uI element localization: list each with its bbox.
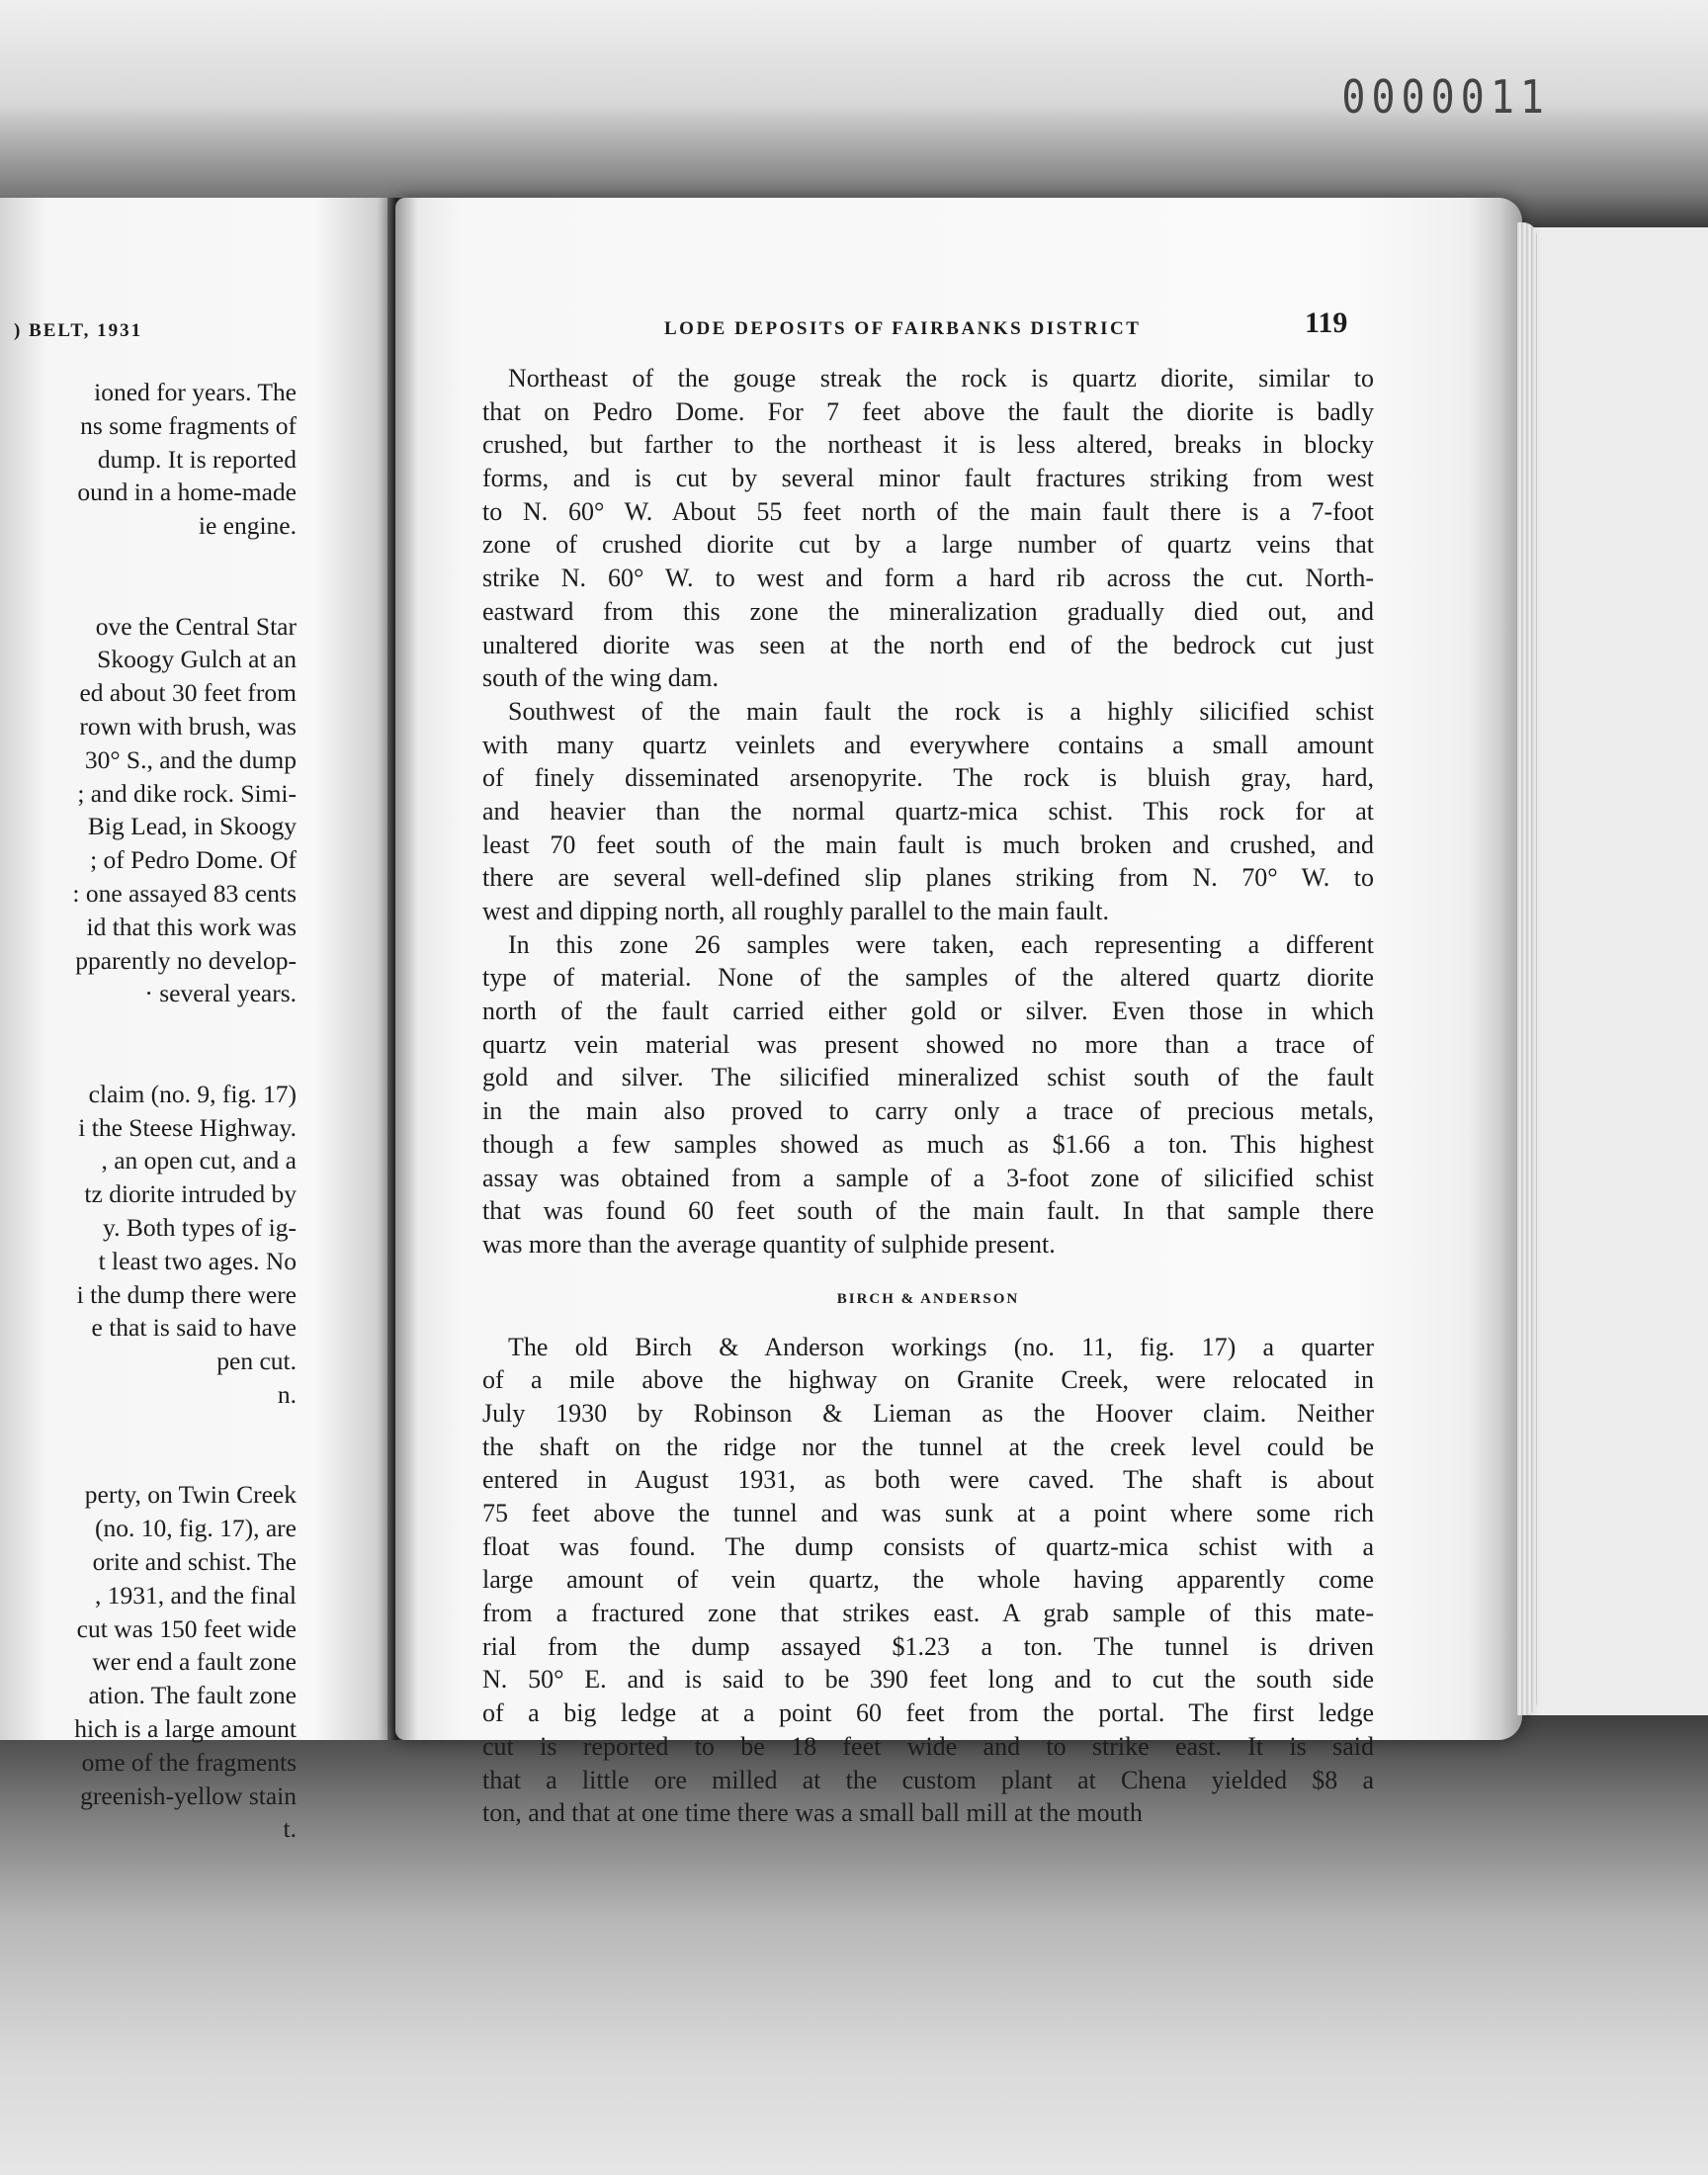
body-text — [482, 362, 1374, 1830]
text-line: forms, and is cut by several minor fault fractures striking from west — [482, 464, 1374, 493]
paragraph-2 — [482, 695, 1374, 928]
left-text-line: , an open cut, and a — [101, 1146, 297, 1175]
text-line: with many quartz veinlets and everywhere contains a small amount — [482, 730, 1374, 759]
text-line: unaltered diorite was seen at the north end of the bedrock cut just — [482, 630, 1374, 659]
text-line: cut is reported to be 18 feet wide and to strike east. It is said — [482, 1731, 1374, 1761]
left-text-line: wer end a fault zone — [92, 1647, 297, 1677]
left-text-line: orite and schist. The — [92, 1547, 297, 1576]
text-line: crushed, but farther to the northeast it is less altered, breaks in blocky — [482, 430, 1374, 460]
left-text-line: ation. The fault zone — [88, 1681, 297, 1710]
text-line: quartz vein material was present showed no more than a trace of — [482, 1029, 1374, 1059]
text-line: least 70 feet south of the main fault is much broken and crushed, and — [482, 829, 1374, 859]
paragraph-4 — [482, 1331, 1374, 1830]
text-line: assay was obtained from a sample of a 3-foot zone of silicified schist — [482, 1163, 1374, 1192]
text-line: in the main also proved to carry only a trace of precious metals, — [482, 1096, 1374, 1126]
left-text-line: perty, on Twin Creek — [84, 1480, 297, 1510]
paragraph-1 — [482, 362, 1374, 695]
text-line: south of the wing dam. — [482, 663, 720, 693]
running-head: LODE DEPOSITS OF FAIRBANKS DISTRICT — [664, 318, 1142, 339]
left-text-line: ed about 30 feet from — [79, 678, 297, 708]
text-line: float was found. The dump consists of quartz-mica schist with a — [482, 1531, 1374, 1561]
left-text-line: (no. 10, fig. 17), are — [95, 1514, 297, 1543]
text-line: of a big ledge at a point 60 feet from the portal. The first ledge — [482, 1698, 1374, 1728]
paragraph-3 — [482, 928, 1374, 1262]
left-text-line: i the Steese Highway. — [78, 1112, 297, 1142]
text-line: of finely disseminated arsenopyrite. The rock is bluish gray, hard, — [482, 763, 1374, 793]
text-line: of a mile above the highway on Granite Creek, were relocated in — [482, 1365, 1374, 1395]
text-line: large amount of vein quartz, the whole having apparently come — [482, 1565, 1374, 1595]
left-text-line: , 1931, and the final — [95, 1580, 297, 1610]
text-line: that a little ore milled at the custom plant at Chena yielded $8 a — [482, 1765, 1374, 1794]
left-text-line: t least two ages. No — [98, 1246, 297, 1275]
left-text-line: hich is a large amount — [74, 1714, 297, 1743]
text-line: the shaft on the ridge nor the tunnel at the creek level could be — [482, 1432, 1374, 1461]
text-line: 75 feet above the tunnel and was sunk at a point where some rich — [482, 1499, 1374, 1527]
text-line: In this zone 26 samples were taken, each representing a different — [482, 929, 1374, 959]
left-text-line: ; of Pedro Dome. Of — [90, 845, 297, 875]
text-line: from a fractured zone that strikes east. A grab sample of this mate- — [482, 1599, 1374, 1628]
text-line: ton, and that at one time there was a small ball mill at the mouth — [482, 1798, 1143, 1828]
left-text-line: · several years. — [144, 979, 297, 1008]
left-text-line: Big Lead, in Skoogy — [87, 812, 297, 841]
left-text-line: dump. It is reported — [97, 444, 297, 474]
text-line: that on Pedro Dome. For 7 feet above the fault the diorite is badly — [482, 396, 1374, 426]
text-line: eastward from this zone the mineralization gradually died out, and — [482, 596, 1374, 626]
text-line: type of material. None of the samples of the altered quartz diorite — [482, 963, 1374, 993]
left-running-head: ) BELT, 1931 — [14, 320, 143, 341]
left-page — [0, 198, 393, 1844]
page-number: 119 — [1305, 306, 1348, 339]
left-text-line: ove the Central Star — [95, 611, 297, 641]
left-text-line: greenish-yellow stain — [80, 1781, 297, 1810]
left-text-line: tz diorite intruded by — [84, 1179, 297, 1209]
text-line: there are several well-defined slip planes striking from N. 70° W. to — [482, 863, 1374, 893]
left-text-line: n. — [277, 1380, 297, 1409]
page-stamp: 0000011 — [1341, 71, 1550, 125]
left-text-line: ns some fragments of — [80, 410, 297, 440]
left-text-line: t. — [283, 1814, 297, 1844]
text-line: zone of crushed diorite cut by a large number of quartz veins that — [482, 530, 1374, 560]
text-line: Northeast of the gouge streak the rock is quartz diorite, similar to — [482, 364, 1374, 392]
left-text-line: pparently no develop- — [75, 945, 297, 975]
left-text-line: cut was 150 feet wide — [76, 1613, 297, 1643]
left-text-line: id that this work was — [86, 912, 297, 941]
section-heading: BIRCH & ANDERSON — [836, 1290, 1020, 1307]
text-line: that was found 60 feet south of the main fault. In that sample there — [482, 1196, 1374, 1226]
text-line: though a few samples showed as much as $1.66 a ton. This highest — [482, 1129, 1374, 1159]
left-text-line: 30° S., and the dump — [84, 744, 297, 774]
left-text-line: e that is said to have — [91, 1313, 297, 1343]
text-line: to N. 60° W. About 55 feet north of the main fault there is a 7-foot — [482, 496, 1374, 526]
left-text-line: i the dump there were — [76, 1279, 297, 1309]
text-line: gold and silver. The silicified mineralized schist south of the fault — [482, 1063, 1374, 1092]
text-line: north of the fault carried either gold or silver. Even those in which — [482, 997, 1374, 1026]
text-line: July 1930 by Robinson & Lieman as the Hoover claim. Neither — [482, 1398, 1374, 1428]
left-text-line: pen cut. — [216, 1347, 297, 1376]
page-edges — [1517, 222, 1537, 1715]
text-line: strike N. 60° W. to west and form a hard rib across the cut. North- — [482, 564, 1374, 593]
text-line: was more than the average quantity of sulphide present. — [482, 1229, 1056, 1259]
left-text-line: claim (no. 9, fig. 17) — [88, 1079, 297, 1108]
left-text-line: : one assayed 83 cents — [72, 879, 297, 908]
text-line: entered in August 1931, as both were caved. The shaft is about — [482, 1465, 1374, 1495]
text-line: N. 50° E. and is said to be 390 feet long and to cut the south side — [482, 1665, 1374, 1695]
left-text-line: ound in a home-made — [77, 478, 297, 507]
text-line: and heavier than the normal quartz-mica schist. This rock for at — [482, 796, 1374, 826]
left-text-line: ome of the fragments — [81, 1747, 297, 1777]
left-text-line: ; and dike rock. Simi- — [77, 778, 297, 808]
left-text-line: ie engine. — [198, 511, 297, 541]
text-line: rial from the dump assayed $1.23 a ton. The tunnel is driven — [482, 1631, 1374, 1661]
left-text-line: Skoogy Gulch at an — [97, 645, 297, 674]
left-text-line: ioned for years. The — [94, 378, 297, 406]
left-text-line: rown with brush, was — [79, 712, 297, 740]
text-line: The old Birch & Anderson workings (no. 11, fig. 17) a quarter — [482, 1332, 1374, 1361]
text-line: Southwest of the main fault the rock is a highly silicified schist — [482, 696, 1374, 726]
left-text-line: y. Both types of ig- — [103, 1213, 297, 1242]
text-line: west and dipping north, all roughly parallel to the main fault. — [482, 897, 1109, 925]
